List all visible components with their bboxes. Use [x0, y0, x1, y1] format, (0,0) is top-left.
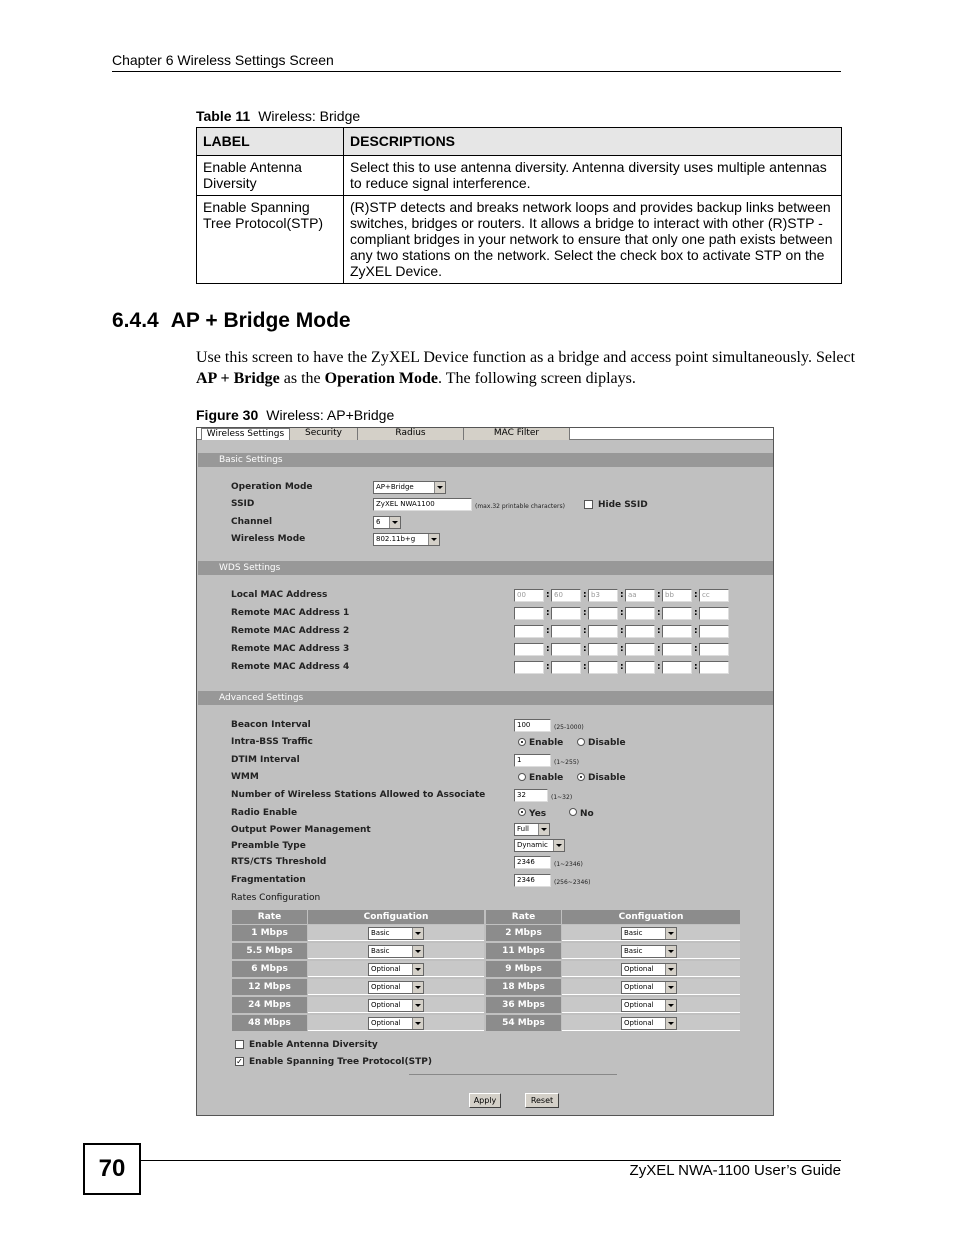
rates-header-config: Configuation	[308, 910, 484, 924]
rate-config-select[interactable]	[621, 963, 677, 976]
mac-separator: :	[694, 662, 698, 672]
table-cell-description: Select this to use antenna diversity. Antenna diversity uses multiple antennas to reduce signal interference.	[344, 156, 842, 196]
rate-cell: 11 Mbps	[486, 943, 561, 959]
wireless-ap-bridge-screen	[196, 427, 774, 1116]
dropdown-arrow-icon	[665, 964, 676, 975]
remote-mac-octet-input[interactable]	[662, 625, 692, 638]
rate-config-value: Basic	[624, 947, 643, 955]
rate-config-select[interactable]	[621, 981, 677, 994]
rate-config-value: Basic	[371, 929, 390, 937]
remote-mac-octet-input[interactable]	[551, 643, 581, 656]
rates-header-rate: Rate	[232, 910, 307, 924]
hide-ssid-checkbox[interactable]	[584, 500, 593, 509]
mac-separator: :	[620, 608, 624, 618]
wireless-mode-select[interactable]	[373, 533, 440, 546]
preamble-type-label: Preamble Type	[231, 841, 306, 851]
intra-bss-enable-radio[interactable]	[518, 738, 526, 746]
rate-config-value: Optional	[371, 965, 401, 973]
dropdown-arrow-icon	[665, 1018, 676, 1029]
mac-separator: :	[546, 626, 550, 636]
rate-config-value: Basic	[371, 947, 390, 955]
rate-config-select[interactable]	[368, 981, 424, 994]
rate-cell: 12 Mbps	[232, 979, 307, 995]
remote-mac-label: Remote MAC Address 4	[231, 662, 350, 672]
remote-mac-octet-input[interactable]	[588, 643, 618, 656]
remote-mac-octet-input[interactable]	[588, 607, 618, 620]
ssid-note: (max.32 printable characters)	[475, 503, 565, 510]
footer-rule	[140, 1160, 841, 1161]
rate-cell: 18 Mbps	[486, 979, 561, 995]
header-rule	[112, 71, 841, 72]
para-text: as the	[279, 370, 325, 387]
local-mac-octet[interactable]: 60	[551, 589, 581, 602]
rate-config-select[interactable]	[368, 963, 424, 976]
remote-mac-octet-input[interactable]	[662, 607, 692, 620]
basic-settings-header: Basic Settings	[198, 453, 773, 467]
rate-config-value: Optional	[371, 983, 401, 991]
mac-separator: :	[583, 626, 587, 636]
intra-bss-disable-label: Disable	[588, 738, 626, 748]
description-table	[196, 127, 842, 284]
mac-separator: :	[694, 608, 698, 618]
page-number: 70	[83, 1143, 141, 1195]
reset-button[interactable]: Reset	[525, 1093, 559, 1108]
dropdown-arrow-icon	[434, 482, 445, 493]
stp-checkbox[interactable]: ✓	[236, 1057, 243, 1066]
wireless-mode-value: 802.11b+g	[376, 535, 416, 543]
rate-config-select[interactable]	[368, 927, 424, 940]
dtim-interval-label: DTIM Interval	[231, 755, 300, 765]
rate-cell: 48 Mbps	[232, 1015, 307, 1031]
radio-enable-label: Radio Enable	[231, 808, 298, 818]
operation-mode-label: Operation Mode	[231, 482, 313, 492]
dropdown-arrow-icon	[538, 824, 549, 835]
remote-mac-octet-input[interactable]	[551, 661, 581, 674]
table-cell-description: (R)STP detects and breaks network loops and provides backup links between switches, bridges or routers. It allows a bridge to interact with other (R)STP - compliant bridges in your network to ensure that only one path exists between any two stations on the network. Select the check box to activate STP on the ZyXEL Device.	[344, 196, 842, 284]
table-cell-label: Enable Spanning Tree Protocol(STP)	[197, 196, 344, 284]
dropdown-arrow-icon	[412, 982, 423, 993]
rate-config-value: Optional	[371, 1001, 401, 1009]
local-mac-octet[interactable]: bb	[662, 589, 692, 602]
mac-separator: :	[620, 626, 624, 636]
remote-mac-octet-input[interactable]	[662, 643, 692, 656]
mac-separator: :	[583, 662, 587, 672]
mac-separator: :	[620, 662, 624, 672]
remote-mac-octet-input[interactable]	[514, 625, 544, 638]
mac-separator: :	[657, 626, 661, 636]
rate-cell: 6 Mbps	[232, 961, 307, 977]
remote-mac-label: Remote MAC Address 1	[231, 608, 350, 618]
radio-enable-yes-radio[interactable]	[518, 808, 526, 816]
dropdown-arrow-icon	[412, 946, 423, 957]
rate-config-select[interactable]	[368, 999, 424, 1012]
rate-cell: 5.5 Mbps	[232, 943, 307, 959]
rates-config-label: Rates Configuration	[231, 893, 321, 903]
radio-enable-no-radio[interactable]	[569, 808, 577, 816]
table-header-descriptions: DESCRIPTIONS	[344, 128, 842, 156]
local-mac-octet[interactable]: 00	[514, 589, 544, 602]
rate-config-select[interactable]	[368, 945, 424, 958]
chapter-title: Chapter 6 Wireless Settings Screen	[112, 52, 334, 68]
beacon-interval-note: (25-1000)	[554, 724, 584, 731]
remote-mac-octet-input[interactable]	[625, 661, 655, 674]
radio-enable-no-label: No	[580, 809, 594, 819]
preamble-type-value: Dynamic	[517, 841, 548, 849]
section-number: 6.4.4	[112, 309, 159, 332]
mac-separator: :	[657, 590, 661, 600]
output-power-value: Full	[517, 825, 529, 833]
dropdown-arrow-icon	[665, 946, 676, 957]
mac-separator: :	[620, 590, 624, 600]
output-power-select[interactable]	[514, 823, 550, 836]
remote-mac-octet-input[interactable]	[514, 661, 544, 674]
remote-mac-octet-input[interactable]	[625, 607, 655, 620]
stations-input[interactable]: 32	[514, 789, 548, 802]
rate-config-select[interactable]	[368, 1017, 424, 1030]
output-power-label: Output Power Management	[231, 825, 371, 835]
figure-caption-number: Figure 30	[196, 407, 259, 423]
dropdown-arrow-icon	[412, 1018, 423, 1029]
dtim-interval-note: (1~255)	[554, 759, 579, 766]
operation-mode-value: AP+Bridge	[376, 483, 414, 491]
rate-config-select[interactable]	[621, 945, 677, 958]
remote-mac-octet-input[interactable]	[662, 661, 692, 674]
intra-bss-label: Intra-BSS Traffic	[231, 737, 313, 747]
tab-mac-filter[interactable]: MAC Filter	[464, 428, 570, 440]
intra-bss-enable-label: Enable	[529, 738, 564, 748]
wmm-disable-radio[interactable]	[577, 773, 585, 781]
intra-bss-disable-radio[interactable]	[577, 738, 585, 746]
mac-separator: :	[620, 644, 624, 654]
channel-label: Channel	[231, 517, 273, 527]
table-cell-label: Enable Antenna Diversity	[197, 156, 344, 196]
rts-cts-label: RTS/CTS Threshold	[231, 857, 327, 867]
rate-cell: 9 Mbps	[486, 961, 561, 977]
remote-mac-octet-input[interactable]	[699, 607, 729, 620]
remote-mac-octet-input[interactable]	[588, 661, 618, 674]
fragmentation-label: Fragmentation	[231, 875, 306, 885]
rate-config-select[interactable]	[621, 927, 677, 940]
tab-security[interactable]: Security	[290, 428, 358, 440]
beacon-interval-label: Beacon Interval	[231, 720, 311, 730]
dropdown-arrow-icon	[553, 840, 564, 851]
mac-separator: :	[546, 644, 550, 654]
table-row	[197, 196, 842, 284]
remote-mac-octet-input[interactable]	[551, 625, 581, 638]
rate-config-value: Optional	[624, 1019, 654, 1027]
rate-config-value: Optional	[624, 965, 654, 973]
dropdown-arrow-icon	[665, 928, 676, 939]
section-heading	[112, 309, 363, 333]
mac-separator: :	[657, 644, 661, 654]
stations-label: Number of Wireless Stations Allowed to Associate	[231, 790, 486, 800]
tab-radius[interactable]: Radius	[358, 428, 464, 440]
dtim-interval-input[interactable]: 1	[514, 754, 551, 767]
mac-separator: :	[583, 590, 587, 600]
wmm-label: WMM	[231, 772, 259, 782]
mac-separator: :	[657, 662, 661, 672]
ssid-input[interactable]: ZyXEL NWA1100	[373, 498, 472, 511]
rate-cell: 24 Mbps	[232, 997, 307, 1013]
para-text: . The following screen diplays.	[437, 370, 636, 387]
tab-wireless-settings[interactable]: Wireless Settings	[201, 428, 290, 440]
rate-cell: 54 Mbps	[486, 1015, 561, 1031]
section-title-text: AP + Bridge Mode	[170, 309, 351, 332]
remote-mac-octet-input[interactable]	[588, 625, 618, 638]
local-mac-label: Local MAC Address	[231, 590, 328, 600]
para-bold-term: AP + Bridge	[196, 370, 280, 387]
mac-separator: :	[546, 590, 550, 600]
operation-mode-select[interactable]	[373, 481, 446, 494]
rate-config-value: Optional	[371, 1019, 401, 1027]
dropdown-arrow-icon	[389, 517, 400, 528]
table-header-row	[197, 128, 842, 156]
stp-label: Enable Spanning Tree Protocol(STP)	[249, 1057, 432, 1067]
rate-cell: 36 Mbps	[486, 997, 561, 1013]
rts-cts-input[interactable]: 2346	[514, 856, 551, 869]
ssid-label: SSID	[231, 499, 255, 509]
radio-enable-yes-label: Yes	[529, 809, 547, 819]
fragmentation-input[interactable]: 2346	[514, 874, 551, 887]
fragmentation-note: (256~2346)	[554, 879, 591, 886]
beacon-interval-input[interactable]: 100	[514, 719, 551, 732]
rate-config-select[interactable]	[621, 999, 677, 1012]
divider	[409, 1074, 617, 1075]
remote-mac-octet-input[interactable]	[699, 661, 729, 674]
figure-caption	[196, 407, 394, 423]
wds-settings-header: WDS Settings	[198, 561, 773, 575]
rate-cell: 2 Mbps	[486, 925, 561, 941]
mac-separator: :	[694, 644, 698, 654]
hide-ssid-label: Hide SSID	[598, 500, 648, 510]
rate-config-value: Basic	[624, 929, 643, 937]
table-caption-text: Wireless: Bridge	[258, 108, 361, 124]
dropdown-arrow-icon	[665, 1000, 676, 1011]
table-row	[197, 156, 842, 196]
mac-separator: :	[583, 608, 587, 618]
advanced-settings-header: Advanced Settings	[198, 691, 773, 705]
dropdown-arrow-icon	[412, 1000, 423, 1011]
rate-config-value: Optional	[624, 1001, 654, 1009]
remote-mac-octet-input[interactable]	[625, 625, 655, 638]
channel-value: 6	[376, 518, 381, 526]
remote-mac-octet-input[interactable]	[514, 643, 544, 656]
table-caption	[196, 108, 360, 124]
remote-mac-octet-input[interactable]	[514, 607, 544, 620]
dropdown-arrow-icon	[665, 982, 676, 993]
rates-header-config: Configuation	[562, 910, 740, 924]
stations-note: (1~32)	[551, 794, 573, 801]
para-text: Use this screen to have the ZyXEL Device function as a bridge and access point simultaneously. Select	[196, 349, 856, 366]
rate-config-select[interactable]	[621, 1017, 677, 1030]
table-caption-number: Table 11	[196, 108, 251, 124]
wmm-enable-label: Enable	[529, 773, 564, 783]
body-paragraph	[196, 347, 856, 389]
dropdown-arrow-icon	[428, 534, 439, 545]
footer-guide-title: ZyXEL NWA-1100 User’s Guide	[629, 1162, 841, 1179]
preamble-type-select[interactable]	[514, 839, 565, 852]
local-mac-octet[interactable]: aa	[625, 589, 655, 602]
tab-bar	[197, 428, 773, 440]
rts-cts-note: (1~2346)	[554, 861, 583, 868]
table-header-label: LABEL	[197, 128, 344, 156]
local-mac-octet[interactable]: b3	[588, 589, 618, 602]
mac-separator: :	[546, 662, 550, 672]
mac-separator: :	[583, 644, 587, 654]
dropdown-arrow-icon	[412, 964, 423, 975]
mac-separator: :	[694, 590, 698, 600]
mac-separator: :	[657, 608, 661, 618]
remote-mac-label: Remote MAC Address 3	[231, 644, 350, 654]
figure-caption-text: Wireless: AP+Bridge	[266, 407, 395, 423]
remote-mac-octet-input[interactable]	[551, 607, 581, 620]
remote-mac-octet-input[interactable]	[699, 625, 729, 638]
antenna-diversity-label: Enable Antenna Diversity	[249, 1040, 378, 1050]
wmm-disable-label: Disable	[588, 773, 626, 783]
antenna-diversity-checkbox[interactable]	[235, 1040, 244, 1049]
dropdown-arrow-icon	[412, 928, 423, 939]
apply-button[interactable]: Apply	[469, 1093, 501, 1108]
remote-mac-octet-input[interactable]	[699, 643, 729, 656]
remote-mac-octet-input[interactable]	[625, 643, 655, 656]
local-mac-octet[interactable]: cc	[699, 589, 729, 602]
mac-separator: :	[694, 626, 698, 636]
rate-config-value: Optional	[624, 983, 654, 991]
remote-mac-label: Remote MAC Address 2	[231, 626, 350, 636]
wireless-mode-label: Wireless Mode	[231, 534, 306, 544]
para-bold-term: Operation Mode	[324, 370, 438, 387]
rates-header-rate: Rate	[486, 910, 561, 924]
mac-separator: :	[546, 608, 550, 618]
channel-select[interactable]	[373, 516, 401, 529]
wmm-enable-radio[interactable]	[518, 773, 526, 781]
rate-cell: 1 Mbps	[232, 925, 307, 941]
